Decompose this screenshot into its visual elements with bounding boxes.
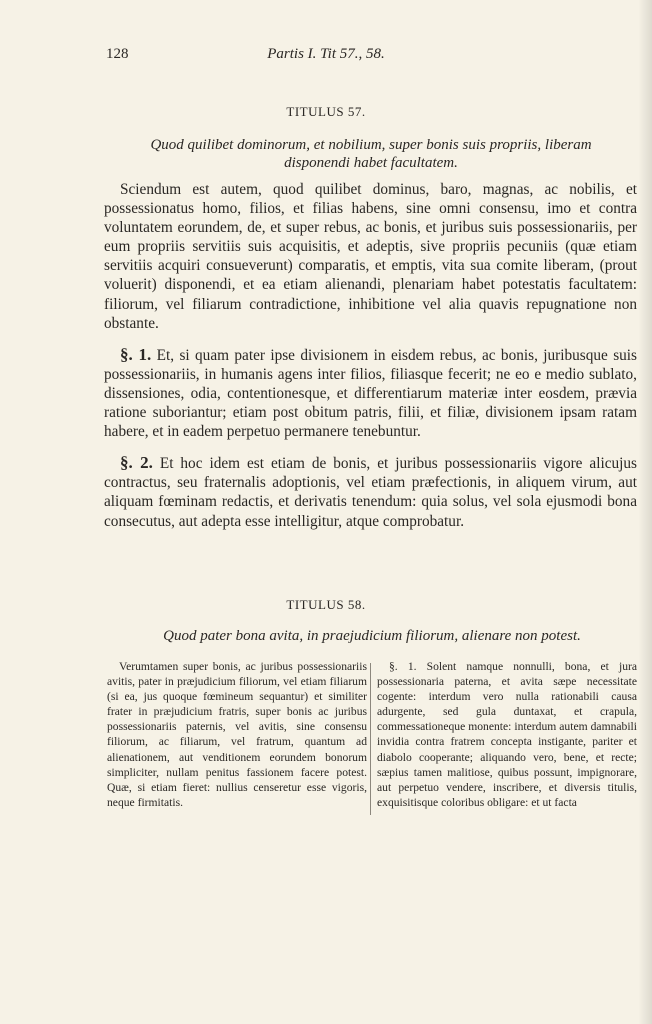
- section-2-mark: §. 2.: [120, 453, 153, 473]
- section-2-text: Et hoc idem est etiam de bonis, et juribus possessionariis vigore alicujus contractus, seu fraternalis adoptionis, vel etiam præfectionis, in aliquem virum, aut aliquam fœminam redactis, et derivatis tenendum: quia solus, vel sola ejusmodi bona consecutus, aut adepta esse intelligitur, atque comprobatur.: [104, 455, 638, 530]
- section-2-paragraph: [104, 453, 637, 530]
- running-head: Partis I. Tit 57., 58.: [267, 46, 385, 62]
- titulus-58-subtitle: Quod pater bona avita, in praejudicium filiorum, alienare non potest.: [163, 628, 581, 644]
- titulus-57-heading: TITULUS 57.: [286, 104, 366, 119]
- left-column-text: Verumtamen super bonis, ac juribus possessionariis avitis, pater in præjudicium filiorum, vel etiam filiarum (si ea, jus quoque fœmineum sequantur) et similiter frater in præjudicium fratris, super bonis ac juribus possessionariis paternis, vel avitis, sine consensu filiorum, ac filiarum, vel fratrum, quantum ad alienationem, aut venditionem eorundem bonorum simpliciter, nullam penitus fassionem facere potest. Quæ, si etiam fieret: nullius censeretur esse vigoris, neque firmitatis.: [107, 660, 367, 809]
- main-paragraph: Sciendum est autem, quod quilibet dominus, baro, magnas, ac nobilis, et possessionatus homo, filios, et filias habens, sine omni consensu, imo et contra voluntatem eorundem, de, et super rebus, ac bonis, et juribus suis possessionariis, per eum propriis servitiis suis acquisitis, et adeptis, sive propriis pecuniis (quæ etiam servitiis acquiri consueverunt) comparatis, et emptis, vita sua comite liberam, (prout voluerit) disponendi, et ea etiam alienandi, plenariam habet potestatis facultatem: filiorum, vel filiarum contradictione, inhibitione vel alia quavis repugnatione non obstante.: [104, 181, 637, 332]
- titulus-57-subtitle-line2: disponendi habet facultatem.: [284, 155, 458, 171]
- titulus-58-heading: TITULUS 58.: [286, 597, 366, 612]
- page-header: [106, 46, 546, 66]
- section-1-text: Et, si quam pater ipse divisionem in eisdem rebus, ac bonis, juribusque suis possessionariis, in humanis agens inter filios, filiasque fecerit; ne eo e medio sublato, dissensiones, odia, contentionesque, et differentiarum materiæ inter eosdem, prævia ratione suboriantur; etiam post obitum patris, filii, et filiæ, divisionem ipsam ratam habere, et in eadem perpetuo permanere tenebuntur.: [104, 346, 638, 441]
- column-divider: [370, 663, 371, 815]
- titulus-57-subtitle: [100, 136, 642, 172]
- right-column: [377, 659, 637, 810]
- titulus-57-body: [104, 180, 637, 531]
- page-number: 128: [106, 46, 129, 62]
- titulus-57-subtitle-line1: Quod quilibet dominorum, et nobilium, super bonis suis propriis, liberam: [150, 137, 592, 153]
- section-1-paragraph: [104, 345, 637, 441]
- right-column-text: §. 1. Solent namque nonnulli, bona, et jura possessionaria paterna, et avita sæpe necessitate cogente: interdum vero nulla rationabili causa adurgente, sed gula duntaxat, et crapula, commessationeque monente: interdum autem damnabili invidia contra fratrem concepta instigante, pariter et diabolo cooperante; aliquando vero, bene, et recte; sæpius tamen malitiose, quibus possunt, impignorare, aut perpetuo vendere, inscribere, et diversis titulis, exquisitisque coloribus obligare: et ut facta: [377, 660, 637, 809]
- left-column: [107, 659, 367, 810]
- section-1-mark: §. 1.: [120, 344, 152, 364]
